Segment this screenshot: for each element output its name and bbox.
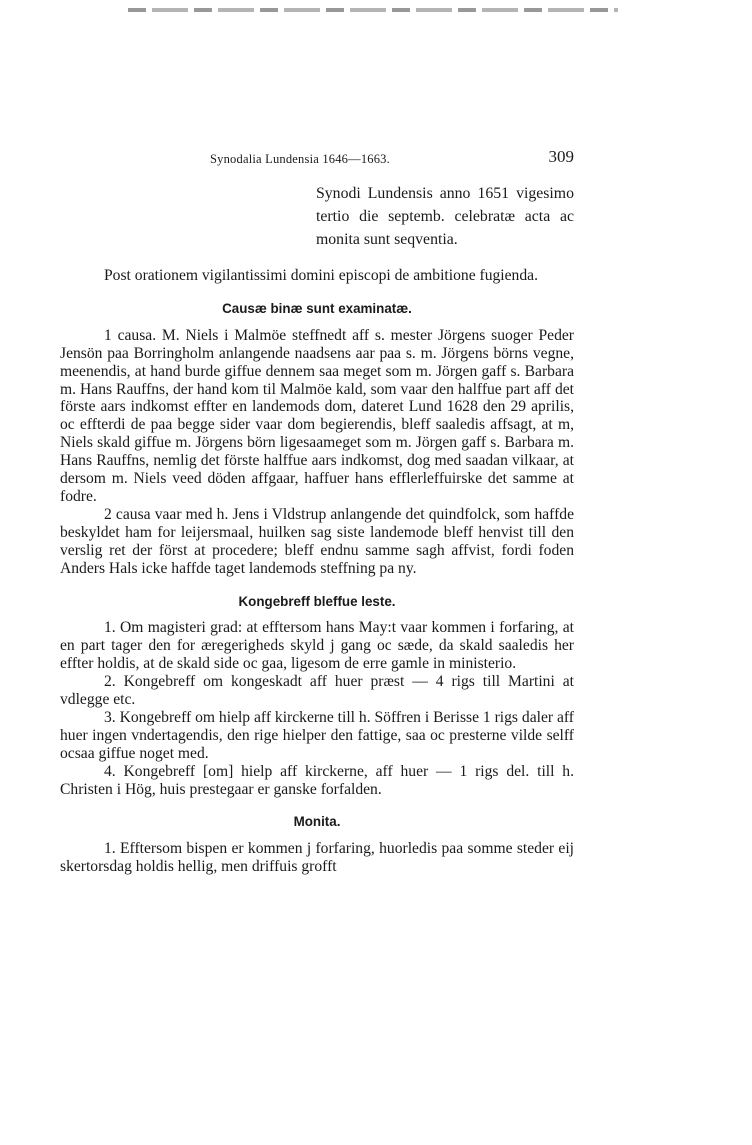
paragraph-monita-1: 1. Efftersom bispen er kommen j forfaring, huorledis paa somme steder eij skertorsdag holdis hellig, men driffuis grofft xyxy=(60,840,574,876)
page-number: 309 xyxy=(548,147,574,166)
paragraph-causa-1: 1 causa. M. Niels i Malmöe steffnedt aff s. mester Jörgens suoger Peder Jensön paa Borringholm anlangende naadsens aar paa s. m. Jörgens börns vegne, meenendis, at hand burde giffue dennem saa meget som m. Jörgen gaff s. Barbara m. Hans Rauffns, der hand kom til Malmöe kald, som vaar den halffue part aff det förste aars indkomst effter en landemods dom, dateret Lund 1628 den 29 aprilis, oc effterdi de paa begge sider vaar dom begierendis, bleff saaledis affsagt, at m, Niels skald giffue m. Jörgens börn ligesaameget som m. Jörgen gaff s. Barbara m. Hans Rauffns, nemlig det förste halffue aars indkomst, dog med saadan vilkaar, at dersom m. Niels veed döden affgaar, haffuer hans efflerleffuirske det samme at fodre. xyxy=(60,326,574,505)
section-heading-kongebreff: Kongebreff bleffue leste. xyxy=(238,593,396,609)
synod-intro: Synodi Lundensis anno 1651 vigesimo tertio die septemb. celebratæ acta ac monita sunt seqventia. xyxy=(316,185,574,248)
paragraph-kongebreff-1: 1. Om magisteri grad: at efftersom hans May:t vaar kommen i forfaring, at en part tager den for æregerigheds skyld j gang oc sæde, da skald saaledis her effter holdis, at de skald side oc gaa, ligesom de erre gamle in ministerio. xyxy=(60,619,574,673)
running-head xyxy=(60,148,574,172)
paragraph-causa-2: 2 causa vaar med h. Jens i Vldstrup anlangende det quindfolck, som haffde beskyldet ham for leijersmaal, huilken sag siste landemode bleff henvist till den verslig ret der först at procedere; bleff endnu samme sagh affvist, fordi foden Anders Hals icke haffde taget landemods steffning pa ny. xyxy=(60,505,574,577)
paragraph-kongebreff-2: 2. Kongebreff om kongeskadt aff huer præst — 4 rigs till Martini at vdlegge etc. xyxy=(60,673,574,709)
paragraph-kongebreff-4: 4. Kongebreff [om] hielp aff kirckerne, aff huer — 1 rigs del. till h. Christen i Hög, huis prestegaar er ganske forfalden. xyxy=(60,762,574,798)
section-heading-causae: Causæ binæ sunt examinatæ. xyxy=(222,300,412,316)
opening-paragraph: Post orationem vigilantissimi domini episcopi de ambitione fugienda. xyxy=(104,267,538,284)
book-page xyxy=(60,148,574,876)
section-heading-monita: Monita. xyxy=(293,814,341,830)
paragraph-kongebreff-3: 3. Kongebreff om hielp aff kirckerne till h. Söffren i Berisse 1 rigs daler aff huer ingen vndertagendis, den rige hielper den fattige, saa oc presterne vilde selff ocsaa giffue noget med. xyxy=(60,708,574,762)
running-head-title: Synodalia Lundensia 1646—1663. xyxy=(210,152,390,166)
scan-artifact-line xyxy=(128,8,618,12)
